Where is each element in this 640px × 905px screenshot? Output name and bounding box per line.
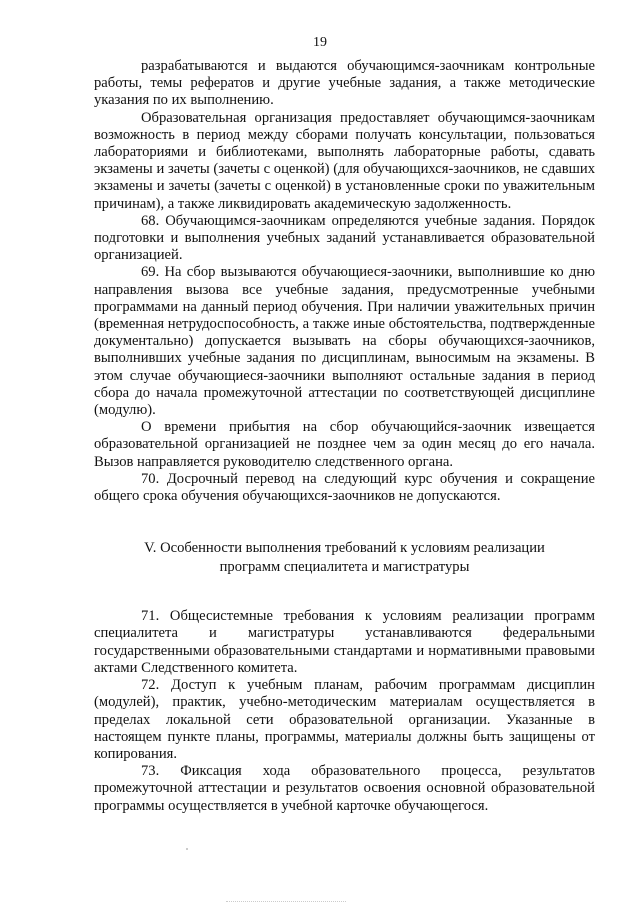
scan-speck [186, 848, 188, 850]
paragraph-72: 72. Доступ к учебным планам, рабочим программам дисциплин (модулей), практик, учебно-методическим материалам осуществляется в пределах локальной сети образовательной организации. Указанные в настоящем пункте планы, программы, материалы должны быть защищены от копирования. [94, 677, 595, 762]
paragraph-71: 71. Общесистемные требования к условиям реализации программ специалитета и магистратуры устанавливаются федеральными государственными образовательными стандартами и нормативными правовыми актами Следственного комитета. [94, 608, 595, 676]
paragraph-arrival-notice: О времени прибытия на сбор обучающийся-заочник извещается образовательной организацией не позднее чем за один месяц до его начала. Вызов направляется руководителю следственного органа. [94, 419, 595, 470]
paragraph-68: 68. Обучающимся-заочникам определяются учебные задания. Порядок подготовки и выполнения учебных заданий устанавливается образовательной организацией. [94, 212, 595, 264]
scan-edge-mark [226, 901, 346, 903]
paragraph-continuation: разрабатываются и выдаются обучающимся-заочникам контрольные работы, темы рефератов и другие учебные задания, а также методические указания по их выполнению. [94, 58, 595, 109]
page-number: 19 [313, 35, 327, 50]
paragraph-70: 70. Досрочный перевод на следующий курс обучения и сокращение общего срока обучения обучающихся-заочников не допускаются. [94, 470, 595, 505]
paragraph-69: 69. На сбор вызываются обучающиеся-заочники, выполнившие ко дню направления вызова все учебные задания, предусмотренные учебными программами на данный период обучения. При наличии уважительных причин (временная нетрудоспособность, а также иные обстоятельства, подтвержденные документально) допускается вызывать на сборы обучающихся-заочников, выполнивших учебные задания по дисциплинам, выносимым на экзамены. В этом случае обучающиеся-заочники выполняют остальные задания в период сбора до начала промежуточной аттестации по соответствующей дисциплине (модулю). [94, 264, 595, 419]
document-body [94, 58, 595, 815]
section-heading-line-2: программ специалитета и магистратуры [219, 558, 470, 575]
paragraph-consultations: Образовательная организация предоставляет обучающимся-заочникам возможность в период между сборами получать консультации, пользоваться лабораториями и библиотеками, выполнять лабораторные работы, сдавать экзамены и зачеты (зачеты с оценкой) (для обучающихся-заочников, не сдавших экзамены и зачеты (зачеты с оценкой) в установленные сроки по уважительным причинам), а также ликвидировать академическую задолженность. [94, 109, 595, 212]
paragraph-73: 73. Фиксация хода образовательного процесса, результатов промежуточной аттестации и результатов освоения основной образовательной программы осуществляется в учебной карточке обучающегося. [94, 763, 595, 814]
section-heading-line-1: V. Особенности выполнения требований к условиям реализации [144, 540, 545, 557]
section-heading [94, 539, 595, 576]
